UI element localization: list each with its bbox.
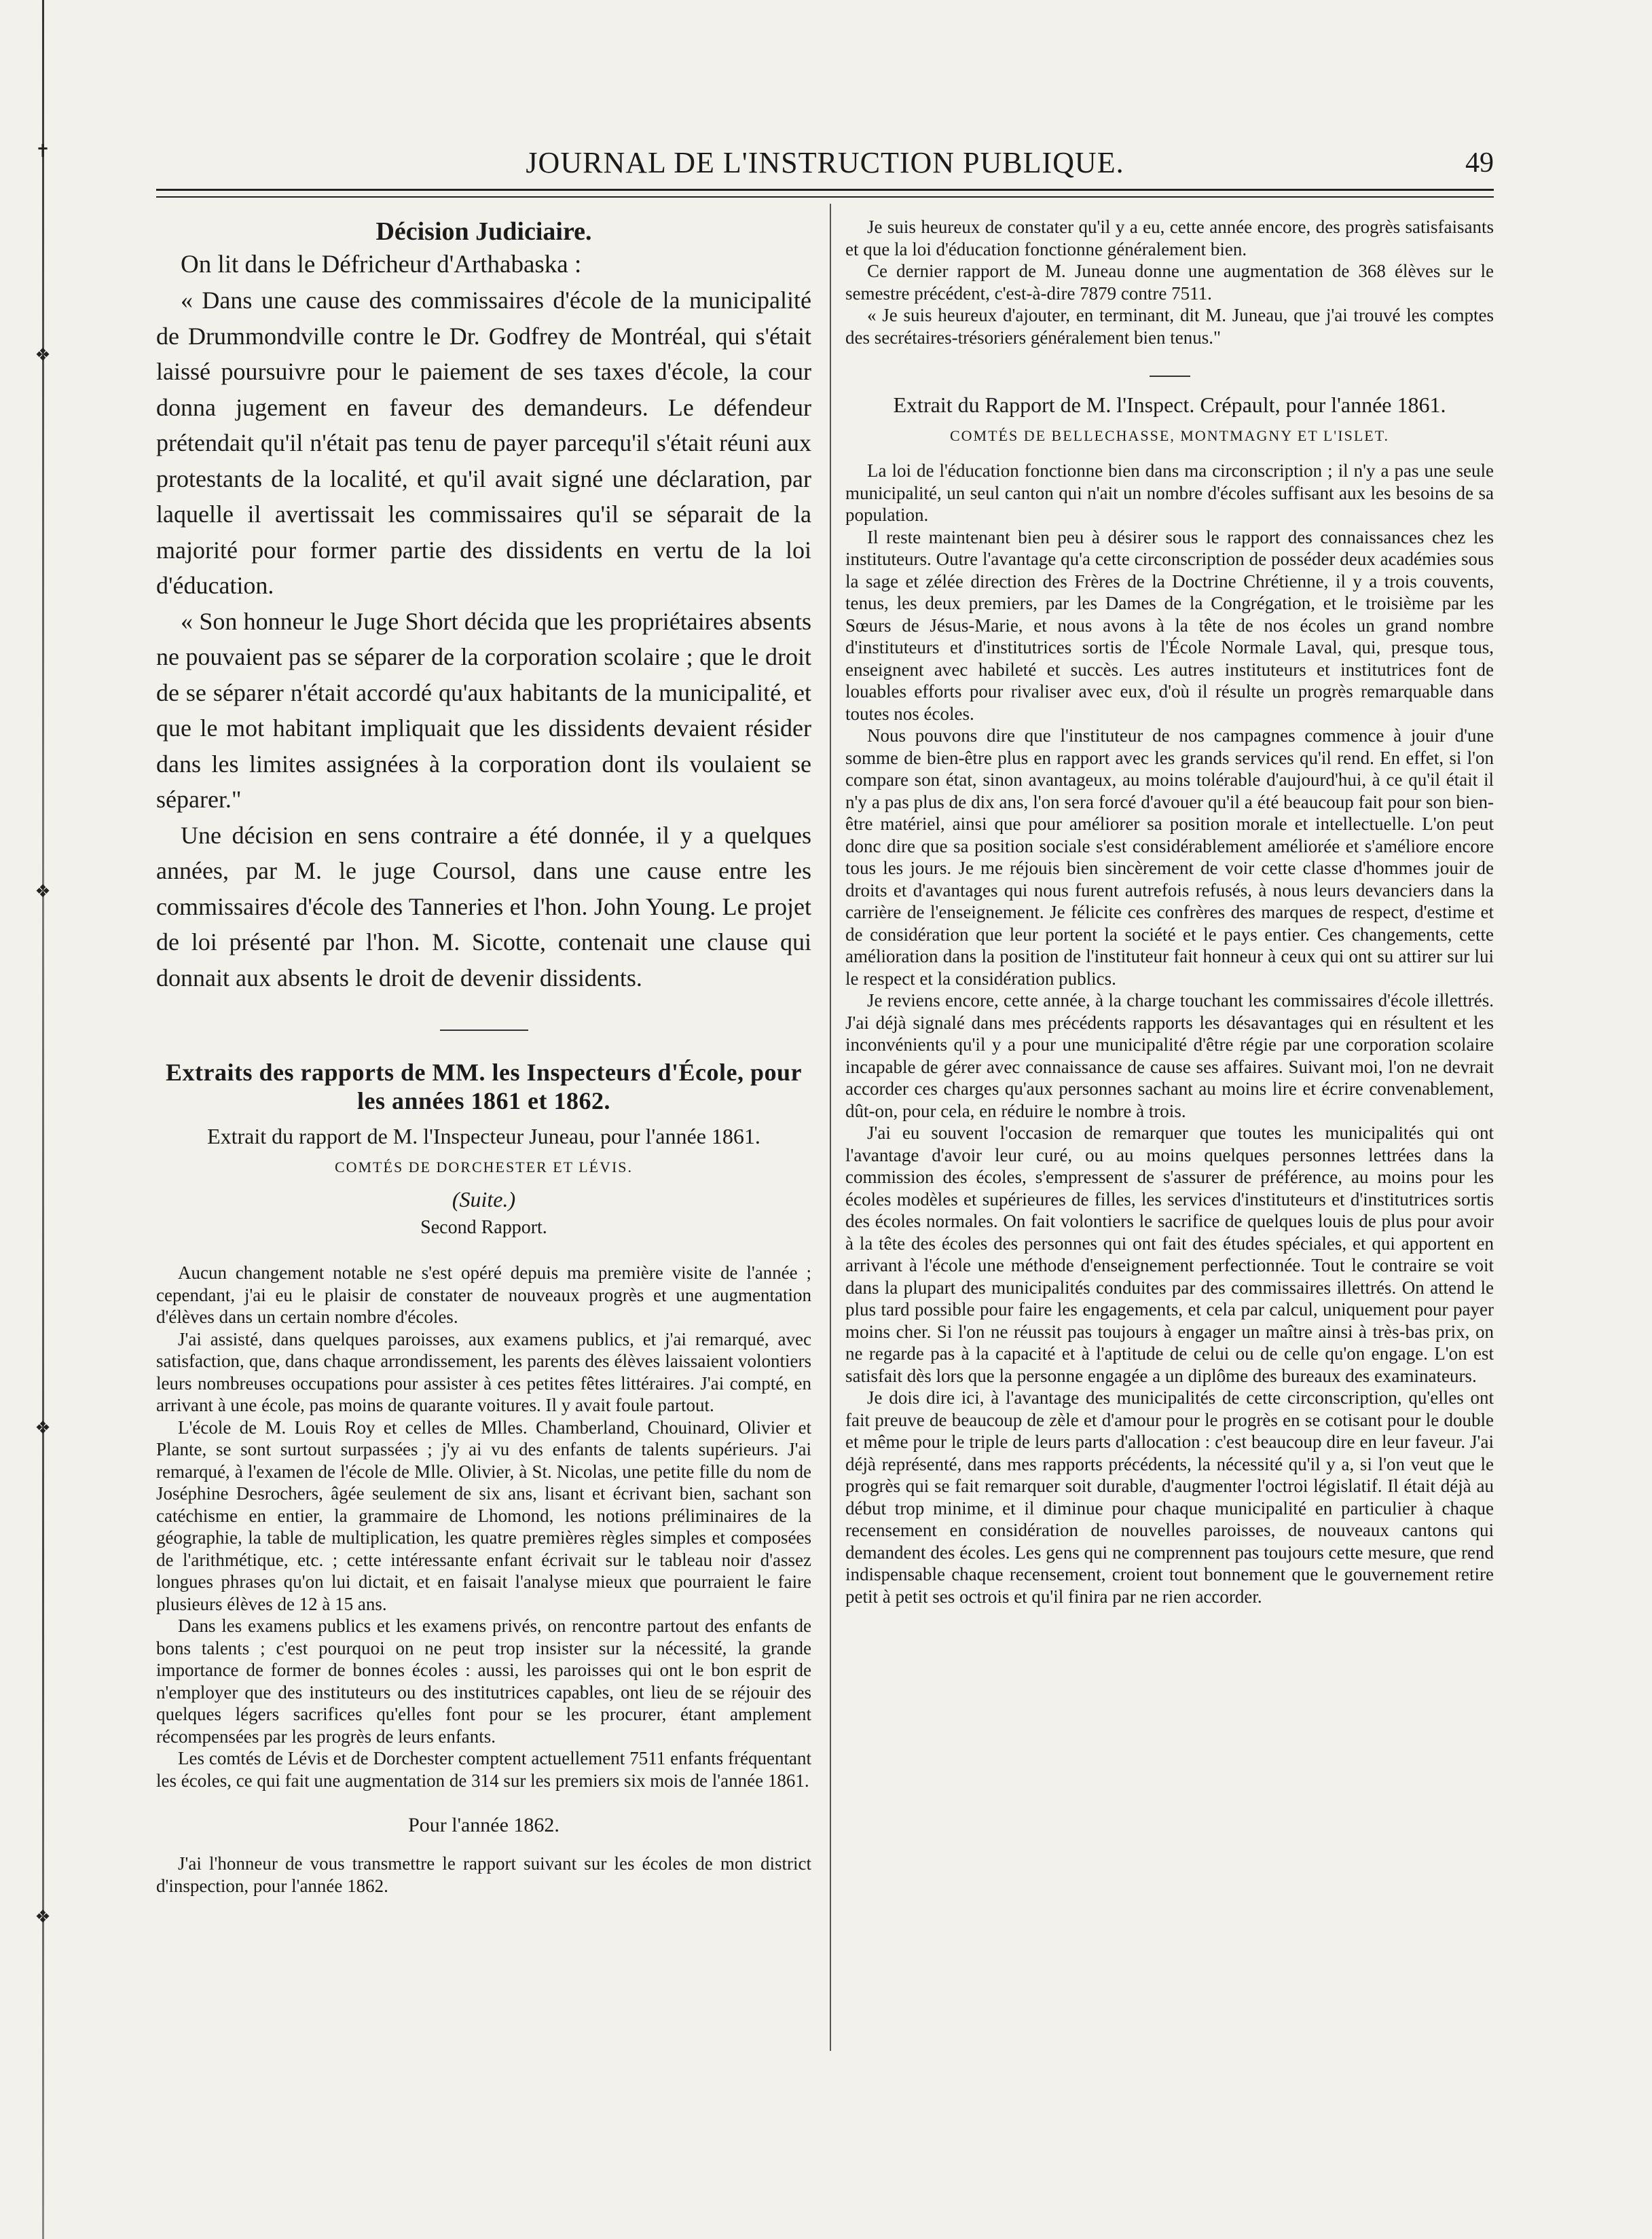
paragraph: Je reviens encore, cette année, à la charge touchant les commissaires d'école illettrés. J'ai déjà signalé dans mes précédents rapports les désavantages qui en résultent et les inconvénients qu'il y a pour une municipalité d'être régie par une corporation scolaire incapable de gérer avec connaissance de cause ses affaires. Suivant moi, l'on ne devrait accorder ces charges qu'aux personnes sachant au moins lire et écrire convenablement, dût-on, pour cela, en réduire le nombre à trois. <box>845 990 1494 1121</box>
binding-mark: ✝ <box>35 141 50 161</box>
column-divider <box>830 204 831 2051</box>
binding-mark: ❖ <box>35 1907 51 1927</box>
section-heading-extraits: Extraits des rapports de MM. les Inspecteurs d'École, pour les années 1861 et 1862. <box>166 1059 802 1114</box>
paragraph: « Je suis heureux d'ajouter, en terminant, dit M. Juneau, que j'ai trouvé les comptes des secrétaires-trésoriers généralement bien tenus." <box>845 305 1494 348</box>
counties-line: COMTÉS DE BELLECHASSE, MONTMAGNY ET L'ISLET. <box>949 427 1390 444</box>
paragraph: L'école de M. Louis Roy et celles de Mlles. Chamberland, Chouinard, Olivier et Plante, se sont surtout surpassées ; j'y ai vu des enfants de talents supérieurs. J'ai remarqué, à l'examen de l'école de Mlle. Olivier, à St. Nicolas, une petite fille du nom de Joséphine Desrochers, âgée seulement de six ans, lisant et écrivant bien, sachant son catéchisme en entier, la grammaire de Lhomond, les notions préliminaires de la géographie, la table de multiplication, les quatre premières règles simples et composées de l'arithmétique, etc. ; cette intéressante enfant écrivait sur le tableau noir d'assez longues phrases qu'on lui dictait, et en faisait l'analyse mieux que pourraient le faire plusieurs élèves de 12 à 15 ans. <box>156 1417 811 1614</box>
paragraph: Il reste maintenant bien peu à désirer sous le rapport des connaissances chez les instituteurs. Outre l'avantage qu'a cette circonscription de posséder deux académies sous la sage et zélée direction des Frères de la Doctrine Chrétienne, il y a trois couvents, tenus, les deux premiers, par les Dames de la Congrégation, et le troisième par les Sœurs de Jésus-Marie, et nous avons à la tête de nos écoles un grand nombre d'instituteurs et d'institutrices sortis de l'École Normale Laval, qui, presque tous, enseignent avec habileté et succès. Les autres instituteurs et institutrices font de louables efforts pour rivaliser avec eux, d'où il résulte un progrès remarquable dans toutes nos écoles. <box>845 526 1494 724</box>
header-rule <box>156 189 1494 198</box>
intro-line: On lit dans le Défricheur d'Arthabaska : <box>181 251 582 278</box>
paragraph: La loi de l'éducation fonctionne bien dans ma circonscription ; il n'y a pas une seule municipalité, un seul canton qui n'ait un nombre d'écoles suffisant aux les besoins de sa population. <box>845 460 1494 525</box>
paragraph: Ce dernier rapport de M. Juneau donne une augmentation de 368 élèves sur le semestre précédent, c'est-à-dire 7879 contre 7511. <box>845 261 1494 304</box>
page-number: 49 <box>1465 147 1494 179</box>
extract-line: Extrait du Rapport de M. l'Inspect. Crépault, pour l'année 1861. <box>893 393 1446 417</box>
paragraph: J'ai l'honneur de vous transmettre le rapport suivant sur les écoles de mon district d'inspection, pour l'année 1862. <box>156 1853 811 1896</box>
paragraph: Une décision en sens contraire a été donnée, il y a quelques années, par M. le juge Coursol, dans une cause entre les commissaires d'école des Tanneries et l'hon. John Young. Le projet de loi présenté par l'hon. M. Sicotte, contenait une clause qui donnait aux absents le droit de devenir dissidents. <box>156 821 811 991</box>
paragraph: J'ai assisté, dans quelques paroisses, aux examens publics, et j'ai remarqué, avec satisfaction, que, dans chaque arrondissement, les parents des élèves laissaient volontiers leurs nombreuses occupations pour assister à ces petites fêtes littéraires. J'ai compté, en arrivant à une école, pas moins de quarante voitures. Il y avait foule partout. <box>156 1328 811 1415</box>
binding-mark: ❖ <box>35 881 51 901</box>
paragraph: Je dois dire ici, à l'avantage des municipalités de cette circonscription, qu'elles ont fait preuve de beaucoup de zèle et d'amour pour le progrès en se cotisant pour le double et même pour le triple de leurs parts d'allocation : c'est beaucoup dire en leur faveur. J'ai déjà représenté, dans mes rapports précédents, la nécessité qu'il y a, si l'on veut que le progrès qui se fait remarquer soit durable, d'augmenter l'octroi législatif. Il était déjà au début trop minime, et il diminue pour chaque municipalité en particulier à chaque recensement en considération de nouvelles paroisses, de nouveaux cantons qui demandent des écoles. Les gens qui ne comprennent pas toujours cette mesure, que rend indispensable chaque recensement, croient tout bonnement que le gouvernement retire petit à petit ses octrois et qu'il finira par ne rien accorder. <box>845 1387 1494 1607</box>
paragraph: J'ai eu souvent l'occasion de remarquer que toutes les municipalités qui ont l'avantage d'avoir leur curé, ou au moins quelques personnes lettrées dans la commission des écoles, s'empressent de s'assurer de préférence, au moins pour les écoles modèles et supérieures de filles, les services d'instituteurs et d'institutrices sortis des écoles normales. On fait volontiers le sacrifice de quelques louis de plus pour avoir à la tête des écoles des personnes qui ont fait des études spéciales, et qui apportent en arrivant à l'école une méthode d'enseignement perfectionnée. Tout le contraire se voit dans la plupart des municipalités conduites par des commissaires illettrés. On attend le plus tard possible pour faire les engagements, et cela par calcul, uniquement pour payer moins cher. Si l'on ne réussit pas toujours à engager un maître ainsi à très-bas prix, on ne regarde pas à la capacité et à l'aptitude de celui ou de celle qu'on engage. L'on est satisfait dès lors que la personne engagée a un diplôme des bureaux des examinateurs. <box>845 1123 1494 1386</box>
second-report-heading: Second Rapport. <box>420 1217 547 1238</box>
paragraph: Dans les examens publics et les examens privés, on rencontre partout des enfants de bons talents ; c'est pourquoi on ne peut trop insister sur la nécessité, la grande importance de former de bonnes écoles : aussi, les paroisses qui ont le bon esprit de n'employer que des instituteurs ou des institutrices capables, ont lieu de se réjouir des quelques légers sacrifices qu'elles font pour se les procurer, étant amplement récompensées par les progrès de leurs enfants. <box>156 1616 811 1747</box>
suite-label: (Suite.) <box>452 1187 516 1212</box>
paragraph: « Son honneur le Juge Short décida que les propriétaires absents ne pouvaient pas se séparer de la corporation scolaire ; que le droit de se séparer n'était accordé qu'aux habitants de la municipalité, et que le mot habitant impliquait que les dissidents devaient résider dans les limites assignées à la corporation dont ils voulaient se séparer." <box>156 607 811 813</box>
paragraph: Nous pouvons dire que l'instituteur de nos campagnes commence à jouir d'une somme de bien-être plus en rapport avec les grands services qu'il rend. En effet, si l'on compare son état, sinon avantageux, au moins tolérable d'aujourd'hui, à ce qu'il était il n'y a pas plus de dix ans, l'on sera forcé d'avouer qu'il a été beaucoup fait pour son bien-être matériel, ainsi que pour améliorer sa position morale et intellectuelle. L'on peut donc dire que sa position sociale s'est considérablement améliorée et s'améliore encore tous les jours. Je me réjouis bien sincèrement de voir cette classe d'hommes jouir de droits et d'avantages qui nous furent autrefois refusés, à nous leurs devanciers dans la carrière de l'enseignement. Je félicite ces confrères des marques de respect, d'estime et de considération que leur portent la société et le pays entier. Ces changements, cette amélioration dans la position de l'instituteur fait honneur à ceux qui ont su attirer sur lui le respect et la considération publics. <box>845 725 1494 989</box>
paragraph: Je suis heureux de constater qu'il y a eu, cette année encore, des progrès satisfaisants et que la loi d'éducation fonctionne généralement bien. <box>845 217 1494 259</box>
page-header <box>156 143 1494 183</box>
paragraph: « Dans une cause des commissaires d'école de la municipalité de Drummondville contre le Dr. Godfrey de Montréal, qui s'était laissé poursuivre pour le paiement de ses taxes d'école, la cour donna jugement en faveur des demandeurs. Le défendeur prétendait qu'il n'était pas tenu de payer parcequ'il s'était réuni aux protestants de la localité, et qu'il avait signé une déclaration, par laquelle il avertissait les commissaires qu'il se séparait de la majorité pour former partie des dissidents en vertu de la loi d'éducation. <box>156 287 811 599</box>
left-column <box>156 216 811 1897</box>
binding-mark: ❖ <box>35 1418 51 1438</box>
paragraph: Aucun changement notable ne s'est opéré depuis ma première visite de l'année ; cependant, j'ai eu le plaisir de constater de nouveaux progrès et une augmentation d'élèves dans un certain nombre d'écoles. <box>156 1262 811 1327</box>
running-title: JOURNAL DE L'INSTRUCTION PUBLIQUE. <box>526 146 1124 179</box>
binding-edge <box>42 0 44 2239</box>
extract-line: Extrait du rapport de M. l'Inspecteur Juneau, pour l'année 1861. <box>207 1124 760 1148</box>
paragraph: Les comtés de Lévis et de Dorchester comptent actuellement 7511 enfants fréquentant les écoles, ce qui fait une augmentation de 314 sur les premiers six mois de l'année 1861. <box>156 1748 811 1791</box>
right-column <box>845 216 1494 1607</box>
year-heading: Pour l'année 1862. <box>408 1814 559 1836</box>
section-heading-decision: Décision Judiciaire. <box>375 217 592 246</box>
counties-line: COMTÉS DE DORCHESTER ET LÉVIS. <box>334 1159 634 1176</box>
binding-mark: ❖ <box>35 345 51 365</box>
